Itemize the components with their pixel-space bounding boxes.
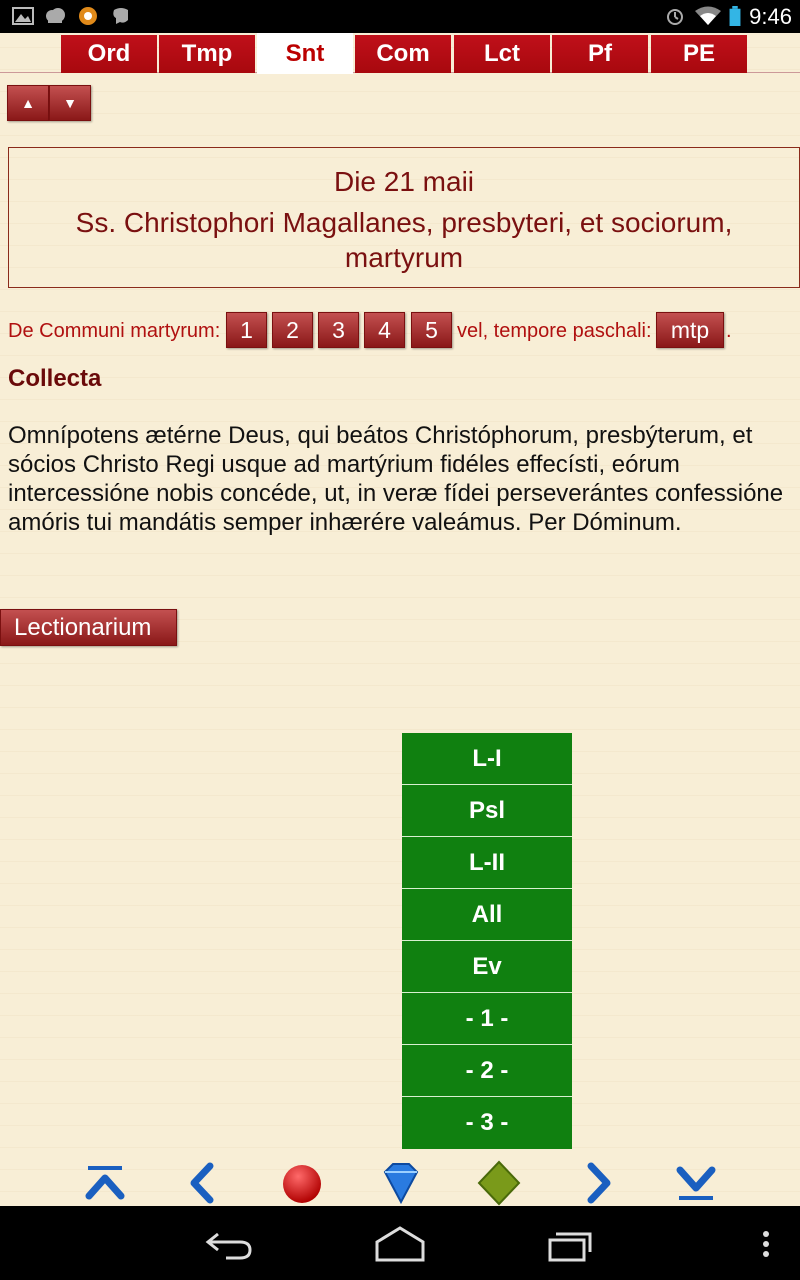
clock-time: 9:46 [749,4,792,29]
tab-lct[interactable]: Lct [454,35,550,73]
double-up-icon[interactable] [80,1160,130,1206]
feast-name: Ss. Christophori Magallanes, presbyteri, et sociorum, martyrum [75,207,733,273]
bottom-toolbar [0,1160,800,1206]
tab-pe[interactable]: PE [651,35,747,73]
communi-4-button[interactable]: 4 [364,312,405,348]
scroll-down-button[interactable]: ▼ [49,85,91,121]
lection-item-l1[interactable]: L-I [402,733,572,785]
orange-circle-icon [77,6,99,26]
lection-list [402,733,572,1149]
lection-item-3[interactable]: - 3 - [402,1097,572,1149]
tab-bar [0,33,800,73]
collecta-text: Omnípotens ætérne Deus, qui beátos Christóphorum, presbýterum, et sócios Christo Regi usque ad martýrium fidéles effecísti, eórum intercessióne nobis concéde, ut, in veræ fídei perseverántes confessióne amóris tui mandátis semper inhærére valeámus. Per Dóminum. [8,422,784,536]
lection-item-1[interactable]: - 1 - [402,993,572,1045]
lection-item-ev[interactable]: Ev [402,941,572,993]
feast-date: Die 21 maii [333,166,475,197]
communi-1-button[interactable]: 1 [226,312,267,348]
cloud-icon [44,6,66,26]
communi-middle: vel, tempore paschali: [457,320,652,342]
right-arrow-icon[interactable] [573,1160,623,1206]
blue-gem-icon[interactable] [376,1160,426,1206]
lection-item-psl[interactable]: Psl [402,785,572,837]
communi-3-button[interactable]: 3 [318,312,359,348]
tab-com[interactable]: Com [355,35,451,73]
overflow-menu-icon[interactable] [760,1224,772,1264]
alarm-icon [664,6,686,26]
green-diamond-icon[interactable] [474,1160,524,1206]
status-bar [0,0,800,33]
red-circle-icon[interactable] [277,1160,327,1206]
wifi-icon [694,6,722,26]
collecta-heading: Collecta [8,365,102,392]
tab-pf[interactable]: Pf [552,35,648,73]
lection-item-2[interactable]: - 2 - [402,1045,572,1097]
back-icon[interactable] [204,1224,254,1264]
double-down-icon[interactable] [671,1160,721,1206]
communi-prefix: De Communi martyrum: [8,320,221,342]
tab-snt[interactable]: Snt [257,33,353,74]
communi-suffix: . [726,320,732,342]
communi-2-button[interactable]: 2 [272,312,313,348]
feast-title-box [8,147,800,288]
lectionarium-button[interactable]: Lectionarium [0,609,177,646]
mtp-button[interactable]: mtp [656,312,724,348]
home-icon[interactable] [374,1224,426,1264]
recent-apps-icon[interactable] [546,1224,596,1264]
gallery-icon [12,6,34,26]
tab-tmp[interactable]: Tmp [159,35,255,73]
battery-icon [728,6,742,26]
elephant-icon [110,6,132,26]
left-arrow-icon[interactable] [178,1160,228,1206]
lection-item-l2[interactable]: L-II [402,837,572,889]
communi-5-button[interactable]: 5 [411,312,452,348]
android-nav-bar [0,1206,800,1280]
scroll-up-button[interactable]: ▲ [7,85,49,121]
tab-ord[interactable]: Ord [61,35,157,73]
lection-item-all[interactable]: All [402,889,572,941]
